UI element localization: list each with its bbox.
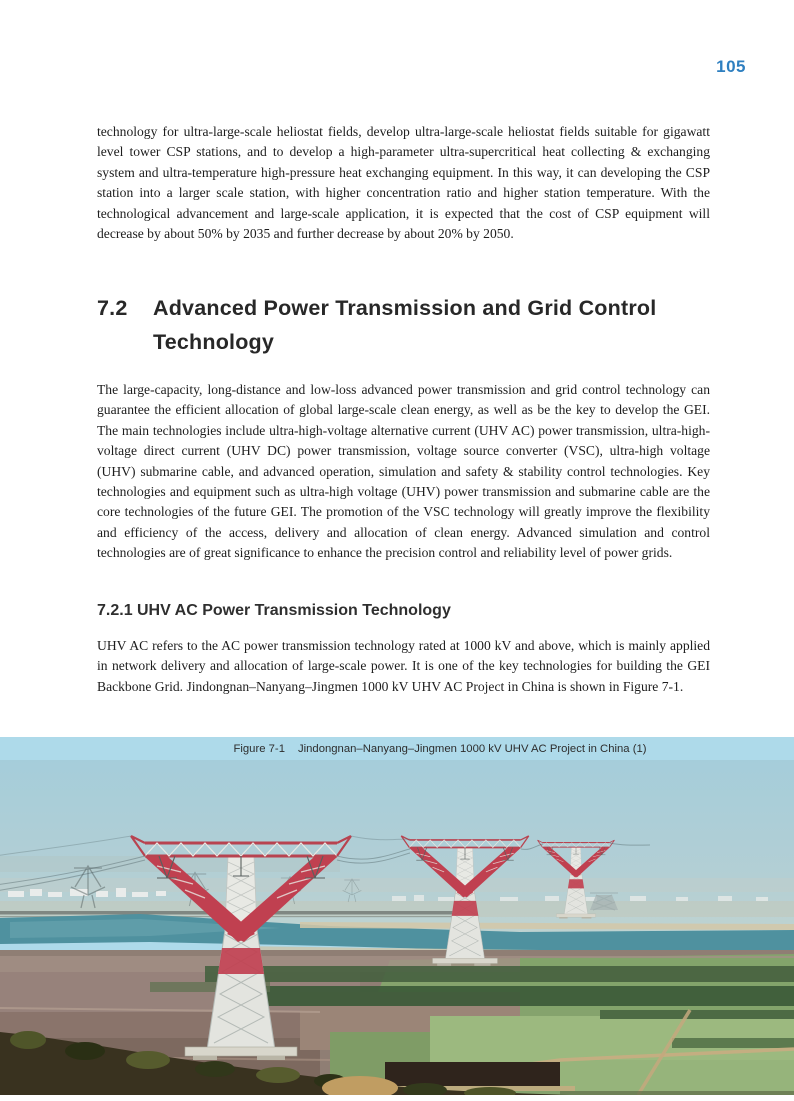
subsection-title: UHV AC Power Transmission Technology <box>137 602 451 619</box>
subsection-paragraph: UHV AC refers to the AC power transmission technology rated at 1000 kV and above, which is mainly applied in network delivery and allocation of large-scale power. It is one of the key technologies for building the GEI Backbone Grid. Jindongnan–Nanyang–Jingmen 1000 kV UHV AC Project in China is shown in Figure 7-1. <box>97 638 710 694</box>
subsection-number: 7.2.1 <box>97 602 133 619</box>
section-heading <box>97 292 710 359</box>
figure-caption-text: Jindongnan–Nanyang–Jingmen 1000 kV UHV AC Project in China (1) <box>297 743 647 755</box>
figure-caption <box>0 742 794 757</box>
subsection-heading <box>97 600 710 622</box>
section-paragraph: The large-capacity, long-distance and low-loss advanced power transmission and grid control technology can guarantee the efficient allocation of global large-scale clean energy, as well as be the key to develop the GEI. The main technologies include ultra-high-voltage alternative current (UHV AC) power transmission, ultra-high-voltage direct current (UHV DC) power transmission, voltage source converter (VSC), ultra-high voltage (UHV) submarine cable, and advanced operation, simulation and safety & stability control technologies. Key technologies and equipment such as ultra-high voltage (UHV) power transmission and submarine cable are the core technologies of the future GEI. The promotion of the VSC technology will greatly improve the flexibility and efficiency of the access, delivery and allocation of clean energy. Advanced simulation and control technologies are of great significance to enhance the precision control and reliability level of power grids. <box>97 382 710 561</box>
uhv-project-photo <box>0 760 794 1095</box>
figure-label: Figure 7-1 <box>233 743 285 755</box>
figure-7-1 <box>0 737 794 1095</box>
intro-paragraph: technology for ultra-large-scale heliostat fields, develop ultra-large-scale heliostat fields suitable for gigawatt level tower CSP stations, and to develop a high-parameter ultra-supercritical heat collecting & exchanging system and ultra-temperature high-pressure heat exchanging equipment. In this way, it can developing the CSP station into a larger scale station, with higher concentration ratio and higher station temperature. With the technological advancement and large-scale application, it is expected that the cost of CSP equipment will decrease by about 50% by 2035 and further decrease by about 20% by 2050. <box>97 124 710 242</box>
section-number: 7.2 <box>97 296 128 320</box>
page-number: 105 <box>716 57 746 76</box>
section-title: Advanced Power Transmission and Grid Control Technology <box>153 296 657 354</box>
